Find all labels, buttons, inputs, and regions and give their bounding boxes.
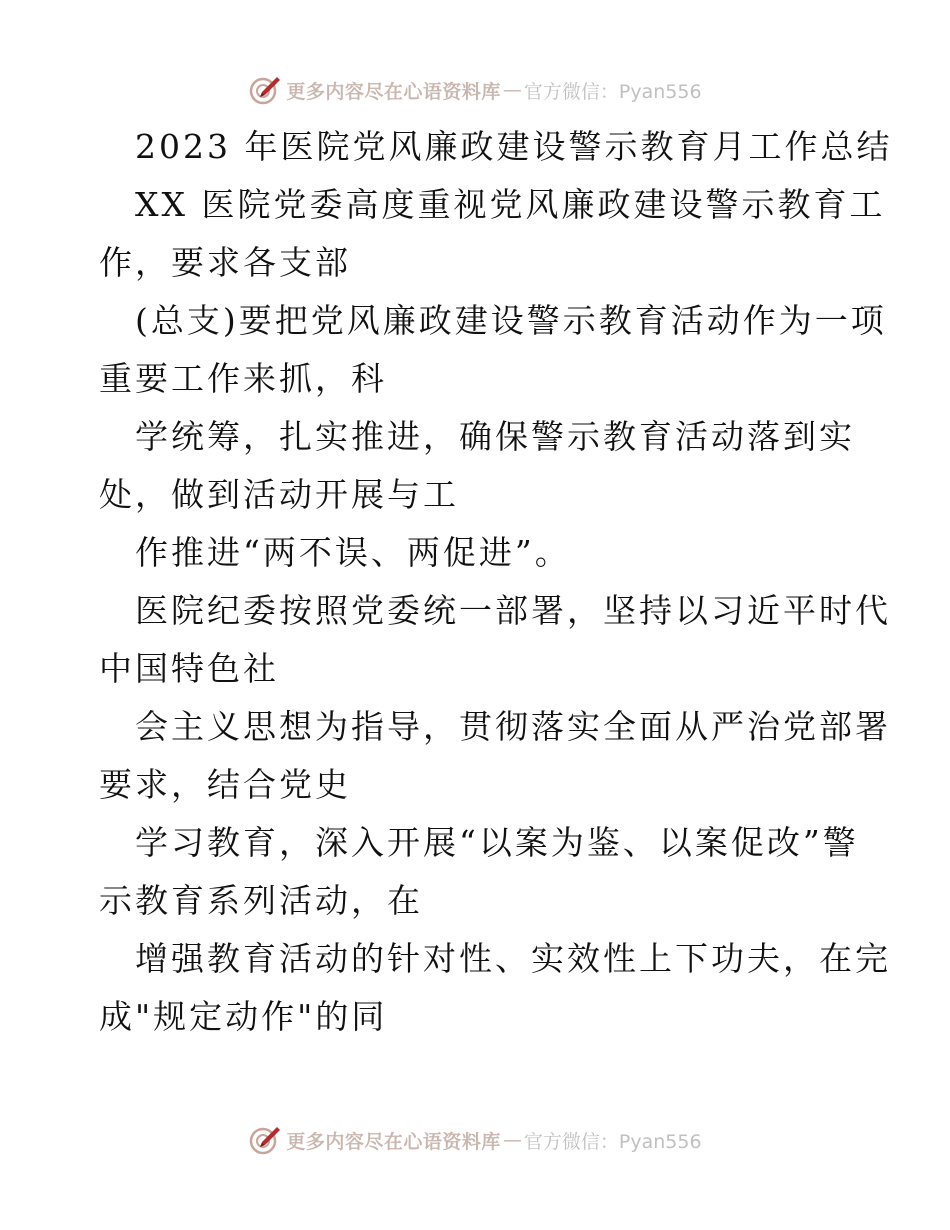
watermark-text: 更多内容尽在心语资料库	[286, 80, 501, 103]
paragraph-line: 作，要求各支部	[99, 243, 351, 282]
paragraph-line: XX 医院党委高度重视党风廉政建设警示教育工	[135, 185, 886, 224]
paragraph-line: 要求，结合党史	[99, 765, 351, 804]
paragraph-line: 增强教育活动的针对性、实效性上下功夫，在完	[135, 939, 891, 978]
paragraph-line: 重要工作来抓，科	[99, 359, 387, 398]
watermark-dash: —	[502, 79, 522, 101]
paragraph-line: 作推进“两不误、两促进”。	[135, 533, 571, 572]
watermark-text: 更多内容尽在心语资料库	[286, 1130, 501, 1153]
watermark-wechat: 官方微信：Pyan556	[523, 1130, 702, 1153]
footer-watermark	[0, 1120, 950, 1160]
watermark-dash: —	[502, 1129, 522, 1151]
paragraph-line: 学习教育，深入开展“以案为鉴、以案促改”警	[135, 823, 859, 862]
paragraph-line: 处，做到活动开展与工	[99, 475, 459, 514]
pen-logo-icon	[248, 73, 282, 107]
paragraph-line: 中国特色社	[99, 649, 279, 688]
paragraph-line: 医院纪委按照党委统一部署，坚持以习近平时代	[135, 591, 891, 630]
paragraph-line: 学统筹，扎实推进，确保警示教育活动落到实	[135, 417, 855, 456]
paragraph-line: (总支)要把党风廉政建设警示教育活动作为一项	[135, 301, 887, 340]
paragraph-line: 示教育系列活动，在	[99, 881, 423, 920]
pen-logo-icon	[248, 1123, 282, 1157]
document-title: 2023 年医院党风廉政建设警示教育月工作总结	[135, 127, 893, 166]
watermark-wechat: 官方微信：Pyan556	[523, 80, 702, 103]
paragraph-line: 会主义思想为指导，贯彻落实全面从严治党部署	[135, 707, 891, 746]
paragraph-line: 成"规定动作"的同	[99, 997, 388, 1036]
header-watermark	[0, 70, 950, 110]
